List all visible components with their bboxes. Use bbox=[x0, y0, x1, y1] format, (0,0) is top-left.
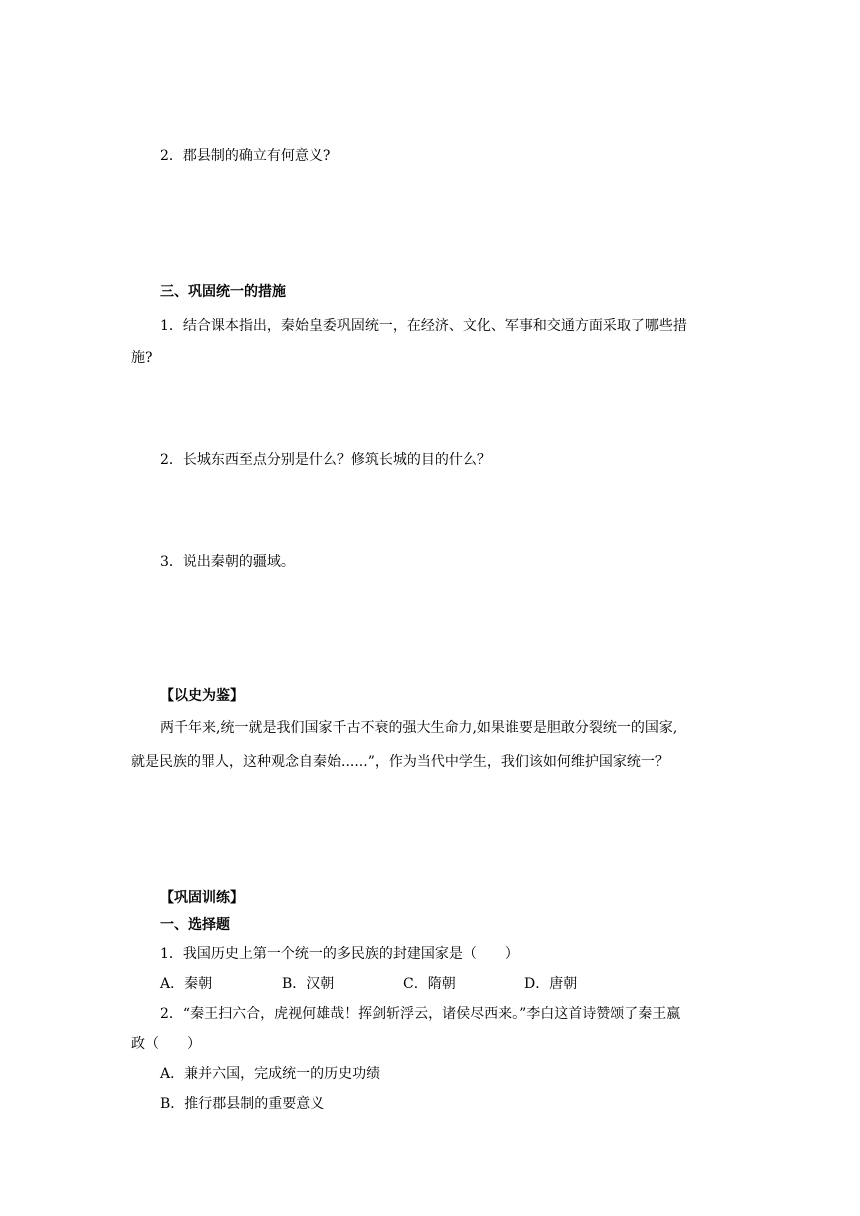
mc-q2-option-a: A．兼并六国，完成统一的历史功绩 bbox=[160, 1066, 381, 1082]
question-measures-line1: 1．结合课本指出，秦始皇委巩固统一，在经济、文化、军事和交通方面采取了哪些措 bbox=[160, 318, 687, 334]
section-heading-consolidation: 三、巩固统一的措施 bbox=[160, 284, 286, 300]
question-territory: 3．说出秦朝的疆域。 bbox=[160, 554, 295, 570]
mc-question-1: 1．我国历史上第一个统一的多民族的封建国家是（ ） bbox=[160, 946, 519, 962]
history-paragraph-line1: 两千年来,统一就是我们国家千古不衰的强大生命力,如果谁要是胆敢分裂统一的国家, bbox=[160, 720, 678, 736]
question-great-wall: 2．长城东西至点分别是什么？修筑长城的目的什么？ bbox=[160, 452, 491, 468]
mc-question-2-line1: 2．“秦王扫六合，虎视何雄哉！挥剑斩浮云，诸侯尽西来。”李白这首诗赞颂了秦王嬴 bbox=[160, 1006, 681, 1022]
question-measures-line2: 施? bbox=[131, 350, 153, 366]
section-heading-history-lesson: 【以史为鉴】 bbox=[160, 688, 244, 704]
mc-q1-option-c: C．隋朝 bbox=[403, 976, 456, 992]
mc-q2-option-b: B．推行郡县制的重要意义 bbox=[160, 1096, 325, 1112]
section-heading-practice: 【巩固训练】 bbox=[160, 890, 244, 906]
section-heading-multiple-choice: 一、选择题 bbox=[160, 917, 230, 933]
history-paragraph-line2: 就是民族的罪人，这种观念自秦始......”，作为当代中学生，我们该如何维护国家统一？ bbox=[131, 754, 669, 770]
question-county-significance: 2．郡县制的确立有何意义? bbox=[160, 148, 331, 164]
mc-q1-option-b: B．汉朝 bbox=[282, 976, 335, 992]
mc-question-2-line2: 政（ ） bbox=[131, 1036, 201, 1052]
mc-q1-option-d: D．唐朝 bbox=[524, 976, 578, 992]
mc-q1-option-a: A．秦朝 bbox=[160, 976, 213, 992]
